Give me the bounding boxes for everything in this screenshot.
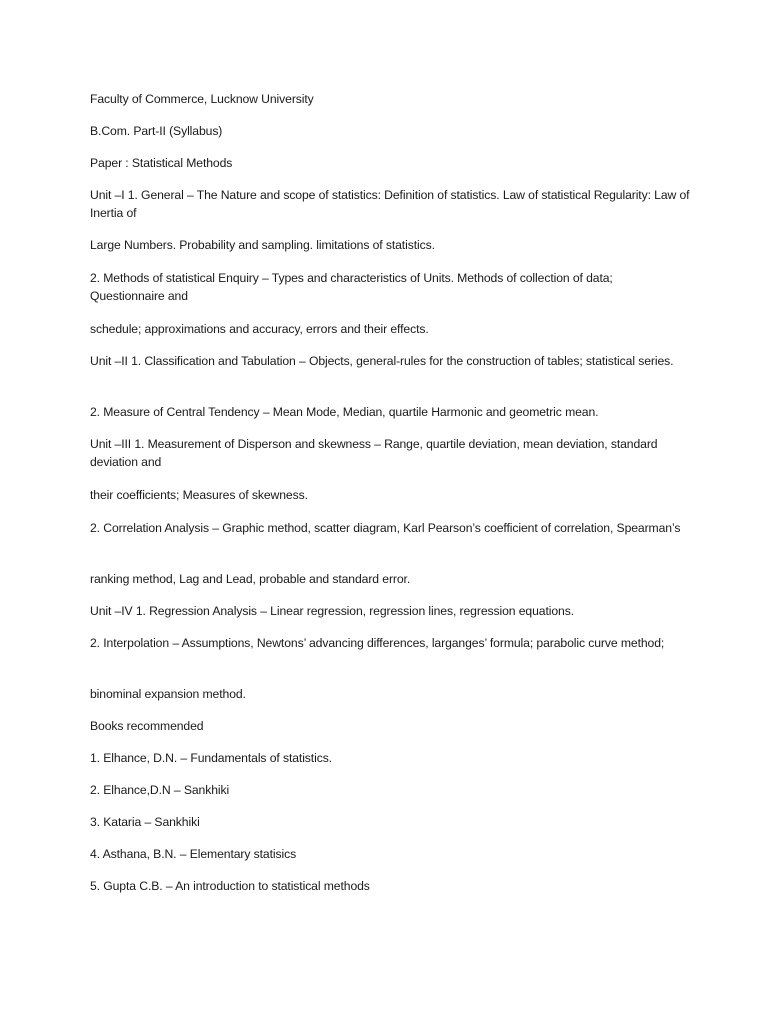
unit-3-dispersion: Unit –III 1. Measurement of Disperson and skewness – Range, quartile deviation, mean deviation, standard deviation and	[90, 437, 658, 469]
books-heading: Books recommended	[90, 719, 204, 733]
book-2: 2. Elhance,D.N – Sankhiki	[90, 783, 230, 797]
book-5: 5. Gupta C.B. – An introduction to statistical methods	[90, 879, 370, 893]
unit-1-enquiry-cont: schedule; approximations and accuracy, errors and their effects.	[90, 322, 429, 336]
unit-1-general-cont: Large Numbers. Probability and sampling. limitations of statistics.	[90, 238, 435, 252]
unit-1-general: Unit –I 1. General – The Nature and scope of statistics: Definition of statistics. Law of statistical Regularity: Law of Inertia of	[90, 188, 690, 220]
unit-2-central-tendency: 2. Measure of Central Tendency – Mean Mode, Median, quartile Harmonic and geometric mean.	[90, 405, 599, 419]
book-3: 3. Kataria – Sankhiki	[90, 815, 200, 829]
book-4: 4. Asthana, B.N. – Elementary statisics	[90, 847, 297, 861]
faculty-heading: Faculty of Commerce, Lucknow University	[90, 92, 314, 106]
course-title: B.Com. Part-II (Syllabus)	[90, 124, 223, 138]
unit-1-enquiry: 2. Methods of statistical Enquiry – Types and characteristics of Units. Methods of collection of data; Questionnaire and	[90, 271, 613, 303]
book-1: 1. Elhance, D.N. – Fundamentals of statistics.	[90, 751, 332, 765]
unit-3-correlation: 2. Correlation Analysis – Graphic method, scatter diagram, Karl Pearson’s coefficient of correlation, Spearman’s	[90, 521, 681, 535]
unit-3-correlation-cont: ranking method, Lag and Lead, probable and standard error.	[90, 572, 411, 586]
unit-4-interpolation-cont: binominal expansion method.	[90, 687, 246, 701]
unit-3-dispersion-cont: their coefficients; Measures of skewness.	[90, 488, 308, 502]
unit-2-classification: Unit –II 1. Classification and Tabulation – Objects, general-rules for the construction of tables; statistical series.	[90, 354, 674, 368]
unit-4-interpolation: 2. Interpolation – Assumptions, Newtons’ advancing differences, larganges’ formula; parabolic curve method;	[90, 636, 665, 650]
unit-4-regression: Unit –IV 1. Regression Analysis – Linear regression, regression lines, regression equations.	[90, 604, 574, 618]
paper-title: Paper : Statistical Methods	[90, 156, 233, 170]
